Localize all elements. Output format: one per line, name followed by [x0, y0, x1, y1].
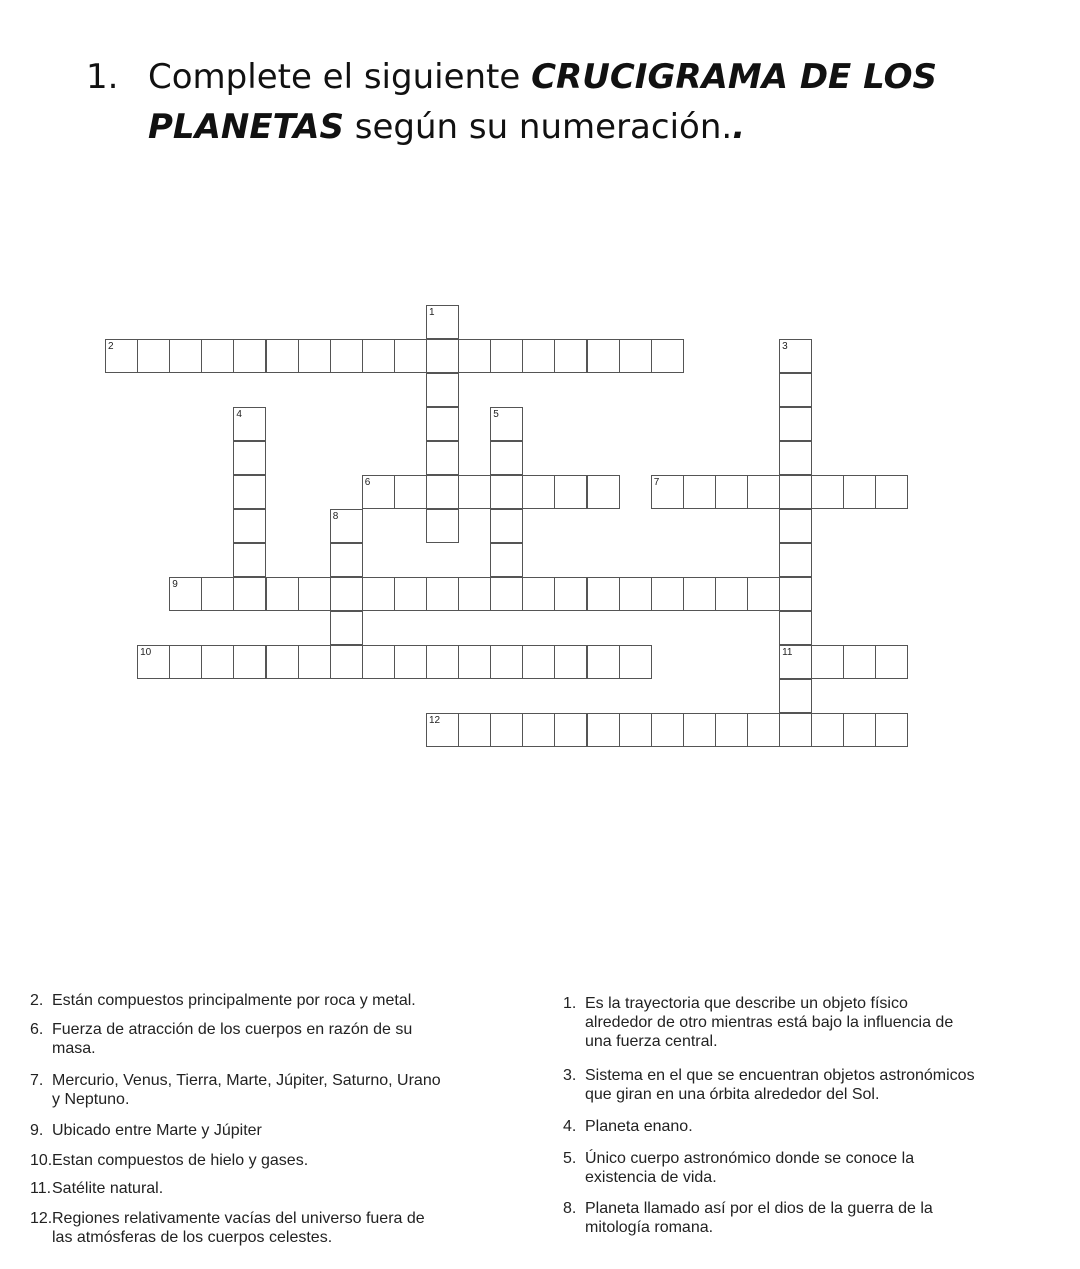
crossword-cell[interactable]	[490, 441, 523, 475]
crossword-cell[interactable]	[458, 339, 491, 373]
crossword-cell[interactable]	[490, 543, 523, 577]
crossword-cell[interactable]	[458, 645, 491, 679]
clue-item-text	[585, 1117, 693, 1136]
clue-item-text	[52, 1020, 412, 1058]
clue-item-line: Planeta enano.	[585, 1118, 693, 1135]
clue-number-label: 11	[782, 647, 793, 658]
crossword-cell[interactable]	[233, 543, 266, 577]
clue-item-number: 9.	[30, 1122, 44, 1139]
clue-item-text	[52, 1071, 441, 1109]
clue-item-number: 4.	[563, 1118, 577, 1135]
crossword-cell[interactable]	[490, 577, 523, 611]
crossword-cell[interactable]	[522, 577, 555, 611]
crossword-cell[interactable]	[298, 339, 331, 373]
exercise-instruction: Complete el siguiente CRUCIGRAMA DE LOS PLANETAS según su numeración..	[148, 57, 937, 147]
crossword-cell[interactable]	[426, 339, 459, 373]
clue-number-label: 8	[332, 511, 339, 522]
crossword-cell[interactable]	[266, 577, 299, 611]
crossword-cell[interactable]	[458, 475, 491, 509]
clue-number-label: 7	[653, 477, 660, 488]
clue-item-number: 12.	[30, 1210, 53, 1227]
crossword-cell[interactable]	[233, 475, 266, 509]
crossword-cell[interactable]	[201, 645, 234, 679]
clue-number-label: 3	[782, 341, 788, 352]
clue-item-number: 1.	[563, 995, 577, 1012]
crossword-cell[interactable]	[522, 713, 555, 747]
clue-item-line: masa.	[52, 1040, 96, 1057]
clue-number-label: 2	[108, 341, 114, 352]
crossword-cell[interactable]	[426, 509, 459, 543]
clue-item-line: las atmósferas de los cuerpos celestes.	[52, 1229, 333, 1246]
crossword-cell[interactable]	[683, 475, 716, 509]
clue-number-label: 9	[172, 579, 178, 590]
clue-item-text	[585, 1199, 933, 1237]
crossword-cell[interactable]	[875, 475, 908, 509]
clue-item-line: y Neptuno.	[52, 1091, 130, 1108]
crossword-cell[interactable]	[619, 339, 652, 373]
crossword-cell[interactable]	[233, 645, 266, 679]
clue-item-number: 10.	[30, 1152, 53, 1169]
crossword-cell[interactable]	[266, 645, 299, 679]
crossword-cell[interactable]	[330, 577, 363, 611]
crossword-cell[interactable]	[233, 441, 266, 475]
crossword-cell[interactable]	[426, 577, 459, 611]
heading-bold-2: PLANETAS	[148, 107, 344, 147]
crossword-cell[interactable]	[522, 645, 555, 679]
crossword-cell[interactable]	[490, 339, 523, 373]
crossword-cell[interactable]	[330, 645, 363, 679]
crossword-cell[interactable]	[458, 713, 491, 747]
crossword-cell[interactable]	[554, 645, 587, 679]
crossword-cell[interactable]	[201, 339, 234, 373]
crossword-cell[interactable]	[587, 475, 620, 509]
clue-item-number: 6.	[30, 1021, 44, 1038]
crossword-cell[interactable]	[779, 373, 812, 407]
crossword-cell[interactable]	[843, 645, 876, 679]
clue-item-number: 8.	[563, 1200, 577, 1217]
crossword-cell[interactable]	[779, 509, 812, 543]
crossword-cell[interactable]	[522, 475, 555, 509]
crossword-cell[interactable]	[362, 339, 395, 373]
crossword-cell[interactable]	[779, 407, 812, 441]
clue-item-line: Mercurio, Venus, Tierra, Marte, Júpiter, Saturno, Urano	[52, 1072, 441, 1089]
crossword-cell[interactable]	[458, 577, 491, 611]
crossword-cell[interactable]	[843, 713, 876, 747]
crossword-cell[interactable]	[426, 475, 459, 509]
crossword-cell[interactable]	[394, 475, 427, 509]
crossword-cell[interactable]	[233, 339, 266, 373]
heading-text-before: Complete el siguiente	[148, 57, 532, 97]
crossword-cell[interactable]	[875, 713, 908, 747]
crossword-cell[interactable]	[587, 339, 620, 373]
clue-item-line: que giran en una órbita alrededor del Sol.	[585, 1086, 880, 1103]
clue-item-line: Ubicado entre Marte y Júpiter	[52, 1122, 262, 1139]
crossword-cell[interactable]	[843, 475, 876, 509]
crossword-cell[interactable]	[619, 577, 652, 611]
crossword-cell[interactable]	[426, 373, 459, 407]
clue-item-line: Regiones relativamente vacías del universo fuera de	[52, 1210, 425, 1227]
clue-item-text	[585, 1149, 914, 1187]
crossword-cell[interactable]	[811, 713, 844, 747]
clue-item-line: mitología romana.	[585, 1219, 714, 1236]
clue-item-text	[52, 1121, 262, 1140]
crossword-cell[interactable]	[426, 441, 459, 475]
crossword-cell[interactable]	[137, 339, 170, 373]
crossword-cell[interactable]	[715, 577, 748, 611]
crossword-cell[interactable]	[779, 543, 812, 577]
clue-item-line: Es la trayectoria que describe un objeto físico	[585, 995, 908, 1012]
crossword-cell[interactable]	[490, 509, 523, 543]
clue-number-label: 5	[493, 409, 499, 420]
clue-item-text	[52, 1151, 308, 1170]
clue-item-text	[585, 994, 953, 1051]
crossword-cell[interactable]	[490, 475, 523, 509]
clue-item-text	[52, 1179, 163, 1198]
clue-item-number: 2.	[30, 992, 44, 1009]
crossword-cell[interactable]	[554, 577, 587, 611]
heading-text-after: según su numeración.	[343, 107, 733, 147]
clue-item-line: alrededor de otro mientras está bajo la influencia de	[585, 1014, 954, 1031]
clue-item-text	[52, 991, 416, 1010]
crossword-cell[interactable]	[394, 645, 427, 679]
crossword-cell[interactable]	[651, 713, 684, 747]
crossword-cell[interactable]	[747, 713, 780, 747]
crossword-cell[interactable]	[619, 645, 652, 679]
crossword-cell[interactable]	[201, 577, 234, 611]
crossword-cell[interactable]	[875, 645, 908, 679]
crossword-cell[interactable]	[362, 577, 395, 611]
crossword-cell[interactable]	[298, 577, 331, 611]
crossword-cell[interactable]	[651, 339, 684, 373]
crossword-cell[interactable]	[715, 475, 748, 509]
crossword-cell[interactable]	[233, 577, 266, 611]
crossword-cell[interactable]	[587, 645, 620, 679]
clues-horizontal	[30, 991, 550, 1261]
clue-item-line: Único cuerpo astronómico donde se conoce la	[585, 1150, 915, 1167]
clues-vertical	[563, 991, 1073, 1261]
heading-bold-1: CRUCIGRAMA DE LOS	[531, 57, 937, 97]
crossword-cell[interactable]	[747, 475, 780, 509]
crossword-cell[interactable]	[169, 645, 202, 679]
clue-number-label: 1	[429, 307, 435, 318]
clue-item-number: 5.	[563, 1150, 577, 1167]
crossword-cell[interactable]	[715, 713, 748, 747]
clue-item-line: Planeta llamado así por el dios de la guerra de la	[585, 1200, 933, 1217]
clue-item-line: existencia de vida.	[585, 1169, 717, 1186]
clue-item-line: Fuerza de atracción de los cuerpos en razón de su	[52, 1021, 413, 1038]
clue-item-text	[585, 1066, 975, 1104]
clue-item-text	[52, 1209, 425, 1247]
crossword-cell[interactable]	[683, 713, 716, 747]
clue-number-label: 10	[140, 647, 152, 658]
crossword-cell[interactable]	[522, 339, 555, 373]
clue-number-label: 4	[236, 409, 242, 420]
clue-item-number: 3.	[563, 1067, 577, 1084]
clue-number-label: 12	[429, 715, 441, 726]
crossword-cell[interactable]	[554, 713, 587, 747]
crossword-cell[interactable]	[779, 577, 812, 611]
crossword-cell[interactable]	[779, 441, 812, 475]
crossword-cell[interactable]	[683, 577, 716, 611]
crossword-cell[interactable]	[233, 509, 266, 543]
crossword-cell[interactable]	[298, 645, 331, 679]
crossword-cell[interactable]	[554, 475, 587, 509]
crossword-cell[interactable]	[651, 577, 684, 611]
crossword-cell[interactable]	[779, 475, 812, 509]
crossword-cell[interactable]	[554, 339, 587, 373]
crossword-cell[interactable]	[587, 713, 620, 747]
crossword-cell[interactable]	[490, 713, 523, 747]
crossword-cell[interactable]	[747, 577, 780, 611]
crossword-cell[interactable]	[266, 339, 299, 373]
crossword-cell[interactable]	[426, 645, 459, 679]
crossword-cell[interactable]	[169, 339, 202, 373]
clue-item-line: una fuerza central.	[585, 1033, 718, 1050]
clue-item-line: Están compuestos principalmente por roca y metal.	[52, 992, 416, 1009]
crossword-cell[interactable]	[587, 577, 620, 611]
crossword-cell[interactable]	[330, 543, 363, 577]
crossword-cell[interactable]	[490, 645, 523, 679]
crossword-cell[interactable]	[394, 577, 427, 611]
crossword-cell[interactable]	[330, 611, 363, 645]
crossword-cell[interactable]	[779, 679, 812, 713]
clue-item-line: Satélite natural.	[52, 1180, 164, 1197]
crossword-cell[interactable]	[330, 339, 363, 373]
crossword-cell[interactable]	[811, 475, 844, 509]
crossword-cell[interactable]	[779, 611, 812, 645]
exercise-number: 1.	[86, 57, 119, 97]
crossword-cell[interactable]	[394, 339, 427, 373]
crossword-cell[interactable]	[362, 645, 395, 679]
clue-item-line: Sistema en el que se encuentran objetos astronómicos	[585, 1067, 975, 1084]
crossword-cell[interactable]	[619, 713, 652, 747]
crossword-cell[interactable]	[426, 407, 459, 441]
crossword-cell[interactable]	[811, 645, 844, 679]
clue-item-line: Estan compuestos de hielo y gases.	[52, 1152, 309, 1169]
clue-item-number: 11.	[30, 1180, 52, 1197]
clue-number-label: 6	[364, 477, 371, 488]
crossword-cell[interactable]	[779, 713, 812, 747]
clue-item-number: 7.	[30, 1072, 44, 1089]
